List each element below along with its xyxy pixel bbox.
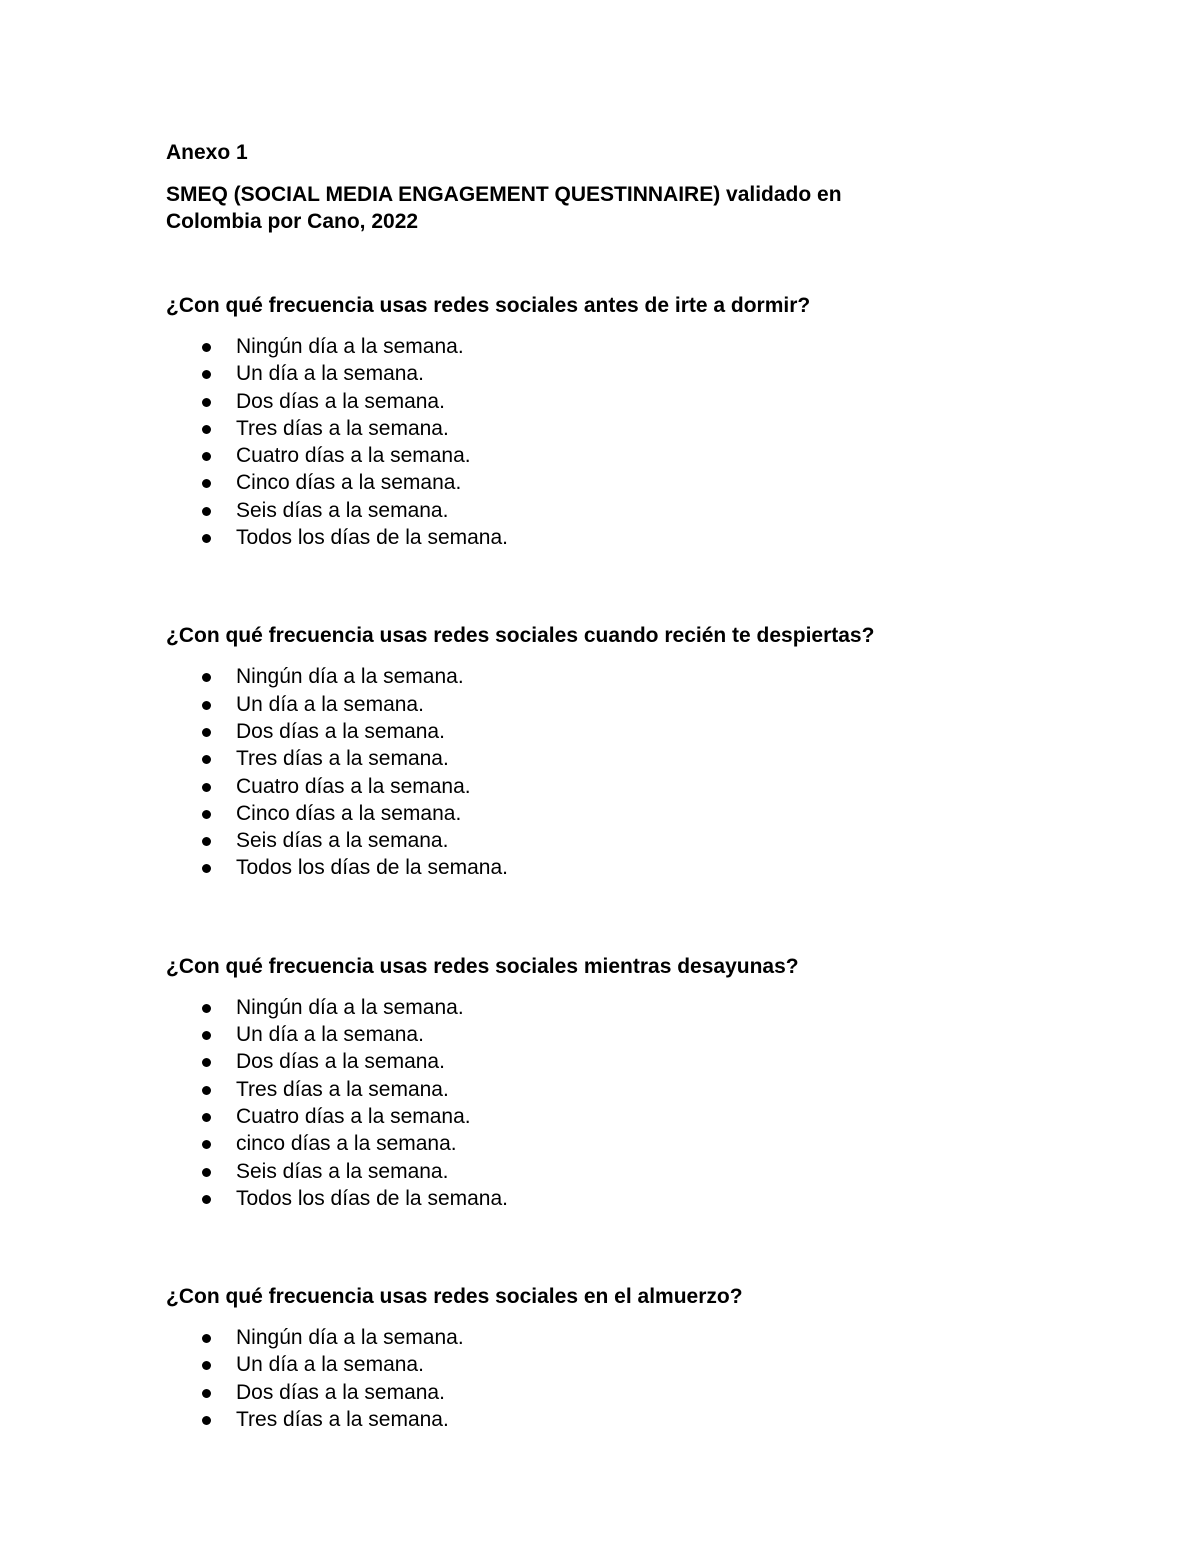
option-item [166,800,1066,827]
option-item [166,1103,1066,1130]
option-item [166,1048,1066,1075]
annex-title: Anexo 1 [166,141,248,164]
option-item [166,773,1066,800]
bullet-icon [202,1140,211,1149]
option-label: Ningún día a la semana. [236,995,464,1019]
option-label: Tres días a la semana. [236,747,449,771]
option-label: Cuatro días a la semana. [236,444,471,468]
option-item [166,1185,1066,1212]
option-item [166,1158,1066,1185]
option-item [166,1406,1066,1433]
option-item [166,497,1066,524]
bullet-icon [202,370,211,379]
bullet-icon [202,398,211,407]
question-title: ¿Con qué frecuencia usas redes sociales antes de irte a dormir? [166,294,811,317]
bullet-icon [202,728,211,737]
document-subtitle [166,181,1066,235]
option-label: Un día a la semana. [236,1353,424,1377]
bullet-icon [202,1361,211,1370]
options-list [166,663,1066,881]
question-block-3 [166,954,1066,1212]
bullet-icon [202,343,211,352]
option-label: Cinco días a la semana. [236,801,462,825]
option-label: Cuatro días a la semana. [236,1104,471,1128]
option-label: Dos días a la semana. [236,719,445,743]
option-item [166,994,1066,1021]
option-label: Ningún día a la semana. [236,665,464,689]
option-label: Dos días a la semana. [236,389,445,413]
option-item [166,333,1066,360]
option-label: Cinco días a la semana. [236,471,462,495]
option-item [166,663,1066,690]
question-block-4 [166,1284,1066,1433]
bullet-icon [202,1389,211,1398]
document-subtitle-line-2: Colombia por Cano, 2022 [166,210,419,233]
options-list [166,1324,1066,1433]
option-label: Tres días a la semana. [236,1077,449,1101]
option-label: Todos los días de la semana. [236,856,508,880]
bullet-icon [202,1058,211,1067]
option-label: cinco días a la semana. [236,1132,457,1156]
bullet-icon [202,1195,211,1204]
bullet-icon [202,701,211,710]
option-item [166,1351,1066,1378]
question-title: ¿Con qué frecuencia usas redes sociales en el almuerzo? [166,1285,743,1309]
option-label: Un día a la semana. [236,362,424,386]
bullet-icon [202,1168,211,1177]
option-label: Tres días a la semana. [236,416,449,440]
bullet-icon [202,507,211,516]
bullet-icon [202,534,211,543]
bullet-icon [202,755,211,764]
option-item [166,1076,1066,1103]
question-title: ¿Con qué frecuencia usas redes sociales mientras desayunas? [166,954,799,978]
option-label: Seis días a la semana. [236,1159,449,1183]
option-label: Todos los días de la semana. [236,526,508,550]
option-label: Dos días a la semana. [236,1380,445,1404]
options-list [166,333,1066,551]
document-page [166,140,1066,1433]
question-title: ¿Con qué frecuencia usas redes sociales cuando recién te despiertas? [166,624,875,648]
bullet-icon [202,1416,211,1425]
question-block-2 [166,623,1066,881]
option-label: Tres días a la semana. [236,1408,449,1432]
bullet-icon [202,1113,211,1122]
bullet-icon [202,837,211,846]
bullet-icon [202,479,211,488]
option-item [166,415,1066,442]
document-subtitle-line-1: SMEQ (SOCIAL MEDIA ENGAGEMENT QUESTINNAIRE) validado en [166,183,842,206]
option-item [166,524,1066,551]
bullet-icon [202,864,211,873]
option-label: Dos días a la semana. [236,1050,445,1074]
question-block-1 [166,293,1066,551]
option-label: Un día a la semana. [236,692,424,716]
option-item [166,388,1066,415]
option-item [166,718,1066,745]
option-label: Ningún día a la semana. [236,335,464,358]
option-label: Todos los días de la semana. [236,1186,508,1210]
option-item [166,691,1066,718]
option-item [166,442,1066,469]
option-item [166,1021,1066,1048]
option-item [166,1379,1066,1406]
bullet-icon [202,1004,211,1013]
bullet-icon [202,425,211,434]
bullet-icon [202,1086,211,1095]
bullet-icon [202,783,211,792]
option-label: Un día a la semana. [236,1023,424,1047]
option-item [166,745,1066,772]
option-item [166,1324,1066,1351]
bullet-icon [202,452,211,461]
bullet-icon [202,810,211,819]
option-label: Seis días a la semana. [236,829,449,853]
bullet-icon [202,1334,211,1343]
option-item [166,1130,1066,1157]
option-item [166,360,1066,387]
option-label: Ningún día a la semana. [236,1326,464,1350]
bullet-icon [202,1031,211,1040]
bullet-icon [202,673,211,682]
option-label: Seis días a la semana. [236,498,449,522]
options-list [166,994,1066,1212]
option-label: Cuatro días a la semana. [236,774,471,798]
option-item [166,854,1066,881]
option-item [166,827,1066,854]
option-item [166,469,1066,496]
